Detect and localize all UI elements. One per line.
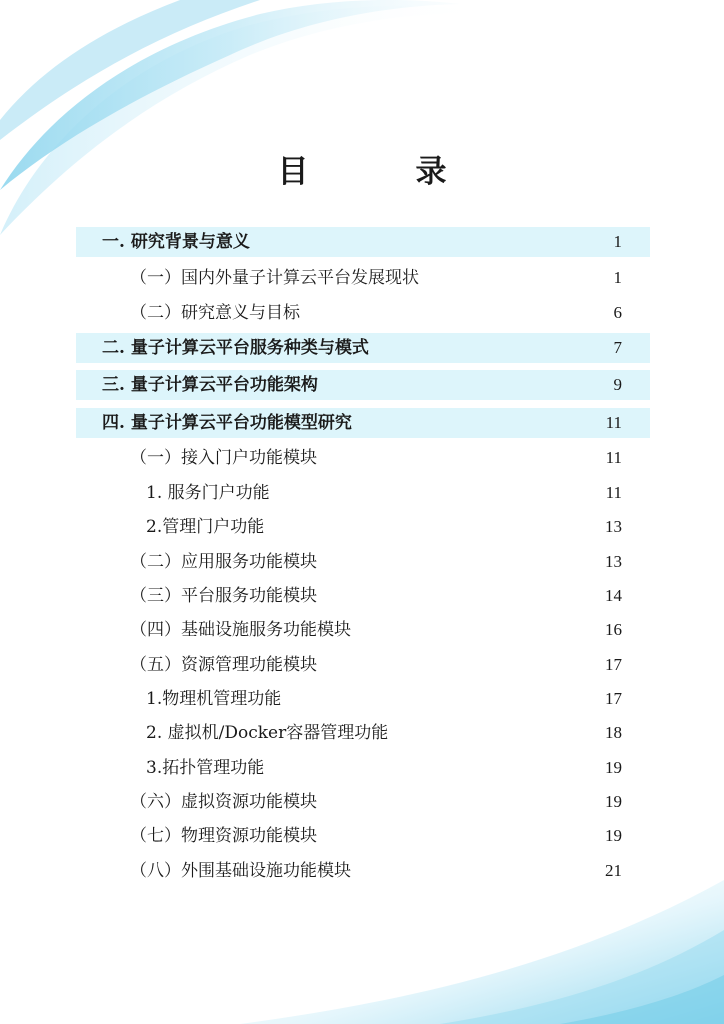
toc-entry-label: 二. 量子计算云平台服务种类与模式 <box>102 338 369 358</box>
toc-entry-page: 13 <box>605 517 622 536</box>
toc-entry-page: 1 <box>613 268 622 287</box>
toc-entry[interactable] <box>76 753 650 783</box>
toc-entry[interactable] <box>76 370 650 400</box>
toc-entry-page: 17 <box>605 689 622 708</box>
toc-entry[interactable] <box>76 821 650 851</box>
toc-entry-label: （一）国内外量子计算云平台发展现状 <box>130 268 419 288</box>
toc-entry-page: 16 <box>605 620 622 639</box>
toc-entry-page: 19 <box>605 792 622 811</box>
toc-entry-label: （八）外围基础设施功能模块 <box>130 861 351 881</box>
toc-entry[interactable] <box>76 615 650 645</box>
toc-entry-label: 2.管理门户功能 <box>146 517 265 537</box>
toc-entry-label: （五）资源管理功能模块 <box>130 655 317 675</box>
toc-entry[interactable] <box>76 718 650 748</box>
toc-entry[interactable] <box>76 298 650 328</box>
toc-entry-label: （二）研究意义与目标 <box>130 303 300 323</box>
toc-entry-label: 一. 研究背景与意义 <box>102 232 250 252</box>
toc-entry[interactable] <box>76 856 650 886</box>
toc-entry-page: 1 <box>613 232 622 251</box>
toc-entry[interactable] <box>76 443 650 473</box>
toc-entry-page: 19 <box>605 758 622 777</box>
toc-entry[interactable] <box>76 787 650 817</box>
toc-entry-page: 14 <box>605 586 622 605</box>
toc-entry-label: （四）基础设施服务功能模块 <box>130 620 351 640</box>
toc-entry-label: 三. 量子计算云平台功能架构 <box>102 375 318 395</box>
toc-entry-page: 18 <box>605 723 622 742</box>
toc-entry-label: （二）应用服务功能模块 <box>130 552 317 572</box>
page-title: 目 录 <box>277 154 485 190</box>
toc-entry-label: （一）接入门户功能模块 <box>130 448 317 468</box>
toc-entry-label: 1.物理机管理功能 <box>146 689 282 709</box>
toc-entry-label: （三）平台服务功能模块 <box>130 586 317 606</box>
toc-entry[interactable] <box>76 547 650 577</box>
toc-entry-label: （六）虚拟资源功能模块 <box>130 792 317 812</box>
toc-entry-page: 7 <box>613 338 622 357</box>
toc-entry-page: 11 <box>605 413 622 432</box>
toc-entry-page: 17 <box>605 655 622 674</box>
toc-entry[interactable] <box>76 263 650 293</box>
toc-entry[interactable] <box>76 408 650 438</box>
toc-entry-page: 21 <box>605 861 622 880</box>
toc-entry-page: 19 <box>605 826 622 845</box>
toc-entry[interactable] <box>76 227 650 257</box>
toc-entry[interactable] <box>76 684 650 714</box>
toc-entry-label: 1. 服务门户功能 <box>146 483 270 503</box>
toc-entry-page: 13 <box>605 552 622 571</box>
toc-entry[interactable] <box>76 478 650 508</box>
toc-entry[interactable] <box>76 650 650 680</box>
toc-entry-label: 2. 虚拟机/Docker容器管理功能 <box>146 723 389 743</box>
toc-entry[interactable] <box>76 333 650 363</box>
toc-entry-label: 四. 量子计算云平台功能模型研究 <box>102 413 352 433</box>
toc-entry[interactable] <box>76 581 650 611</box>
toc-entry-label: （七）物理资源功能模块 <box>130 826 317 846</box>
toc-entry-page: 9 <box>613 375 622 394</box>
toc-entry-label: 3.拓扑管理功能 <box>146 758 265 778</box>
toc-entry[interactable] <box>76 512 650 542</box>
toc-entry-page: 11 <box>605 448 622 467</box>
toc-entry-page: 6 <box>613 303 622 322</box>
toc-entry-page: 11 <box>605 483 622 502</box>
